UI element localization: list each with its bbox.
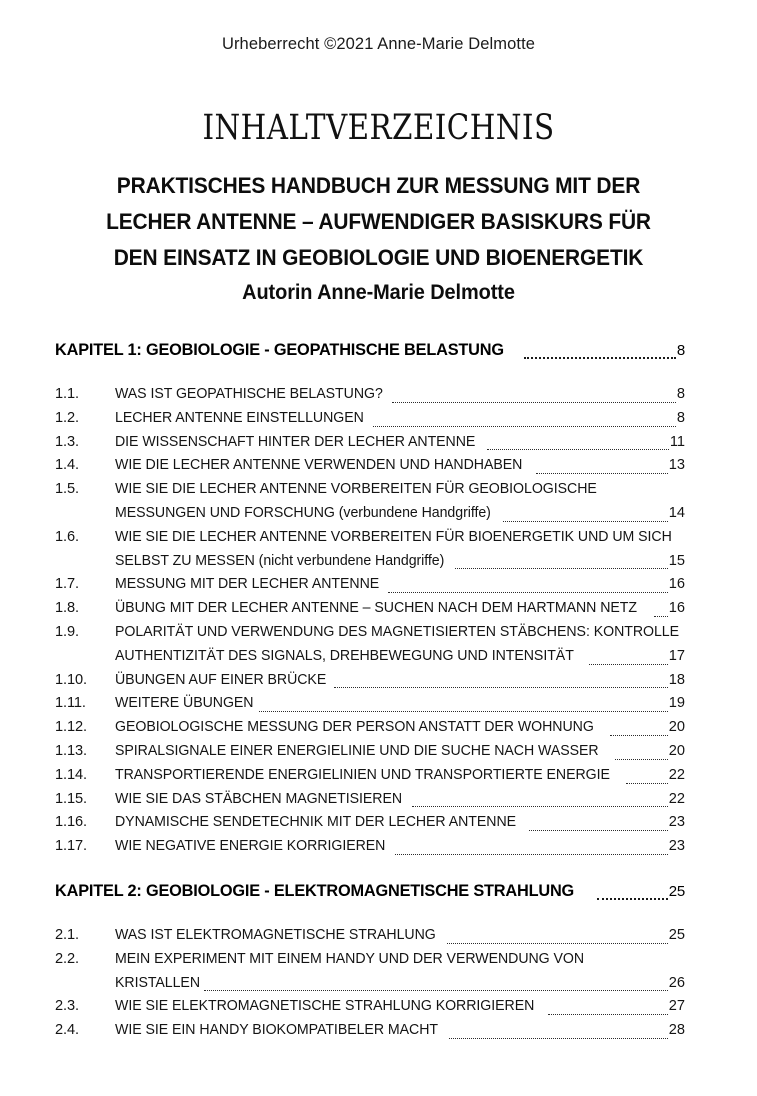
- dot-leader: [373, 416, 677, 431]
- toc-entry-number: 2.4.: [55, 1022, 79, 1039]
- toc-chapter-heading[interactable]: [55, 338, 685, 363]
- toc-entry-line: [115, 924, 685, 948]
- toc-entry-body: [115, 835, 685, 859]
- toc-entry-text: WEITERE ÜBUNGEN: [115, 695, 254, 712]
- toc-entry-body: [115, 1019, 685, 1043]
- toc-page-number: 19: [668, 695, 685, 712]
- toc-entry-line: [115, 811, 685, 835]
- toc-entry-body: [115, 478, 685, 526]
- toc-entry-number: 1.4.: [55, 457, 79, 474]
- toc-entry-number: 1.11.: [55, 695, 86, 712]
- toc-entry-line: [115, 692, 685, 716]
- toc-entry[interactable]: [55, 764, 685, 788]
- toc-entry-text: ÜBUNGEN AUF EINER BRÜCKE: [115, 671, 327, 688]
- toc-entry-text: SELBST ZU MESSEN (nicht verbundene Handgriffe): [115, 552, 445, 569]
- toc-entry-text: LECHER ANTENNE EINSTELLUNGEN: [115, 409, 364, 426]
- toc-entry-body: [115, 621, 685, 669]
- toc-chapter-title: KAPITEL 2: GEOBIOLOGIE - ELEKTROMAGNETISCHE STRAHLUNG: [55, 880, 575, 900]
- dot-leader: [503, 511, 668, 526]
- toc-entry-text: WIE SIE ELEKTROMAGNETISCHE STRAHLUNG KORRIGIEREN: [115, 998, 535, 1015]
- toc-entry-number: 1.6.: [55, 528, 79, 545]
- toc-page-number: 26: [668, 974, 685, 991]
- toc-entry[interactable]: [55, 478, 685, 526]
- toc-page-number: 20: [668, 742, 685, 759]
- toc-page-number: 18: [668, 671, 685, 688]
- toc-entry-line: [115, 454, 685, 478]
- toc-page-number: 17: [668, 647, 685, 664]
- toc-entry-number: 2.3.: [55, 998, 79, 1015]
- dot-leader: [412, 797, 668, 812]
- toc-page-number: 16: [668, 600, 685, 617]
- toc-entry-body: [115, 526, 685, 574]
- toc-entry-body: [115, 764, 685, 788]
- toc-entry[interactable]: [55, 995, 685, 1019]
- toc-entry-line: [115, 835, 685, 859]
- toc-entry-number: 1.16.: [55, 814, 87, 831]
- toc-entry-number: 1.15.: [55, 790, 87, 807]
- toc-entry-body: [115, 669, 685, 693]
- toc-entry[interactable]: [55, 692, 685, 716]
- toc-entry[interactable]: [55, 597, 685, 621]
- toc-entry-text: POLARITÄT UND VERWENDUNG DES MAGNETISIERTEN STÄBCHENS: KONTROLLE: [115, 623, 680, 640]
- toc-entry-text: WIE SIE DIE LECHER ANTENNE VORBEREITEN FÜR GEOBIOLOGISCHE: [115, 481, 597, 498]
- toc-entry[interactable]: [55, 1019, 685, 1043]
- toc-entry[interactable]: [55, 454, 685, 478]
- toc-entry-body: [115, 597, 685, 621]
- toc-page-number: 22: [668, 766, 685, 783]
- dot-leader: [536, 464, 668, 479]
- toc-entry-number: 1.9.: [55, 623, 79, 640]
- toc-entry-line: [115, 995, 685, 1019]
- toc-entry-line: [115, 764, 685, 788]
- toc-entry-line: [115, 502, 685, 526]
- toc-entry-number: 1.2.: [55, 409, 79, 426]
- toc-entry-number: 1.17.: [55, 838, 87, 855]
- toc-entry-number: 1.8.: [55, 600, 79, 617]
- toc-entry-number: 2.2.: [55, 950, 79, 967]
- toc-entry-body: [115, 454, 685, 478]
- toc-page-number: 11: [669, 433, 685, 450]
- toc-entry-number: 1.13.: [55, 742, 87, 759]
- toc-page-number: 23: [668, 838, 685, 855]
- toc-entry-text: ÜBUNG MIT DER LECHER ANTENNE – SUCHEN NACH DEM HARTMANN NETZ: [115, 600, 637, 617]
- copyright-header: Urheberrecht ©2021 Anne-Marie Delmotte: [221, 35, 536, 53]
- toc-page-number: 15: [668, 552, 685, 569]
- toc-entry-line: [115, 526, 685, 550]
- dot-leader: [615, 749, 669, 764]
- toc-entry[interactable]: [55, 621, 685, 669]
- toc-entry-body: [115, 948, 685, 996]
- toc-entry-body: [115, 995, 685, 1019]
- toc-page-number: 22: [668, 790, 685, 807]
- toc-page-number: 14: [668, 504, 685, 521]
- toc-entry-body: [115, 740, 685, 764]
- toc-page-number: 23: [668, 814, 685, 831]
- toc-entry-text: DYNAMISCHE SENDETECHNIK MIT DER LECHER ANTENNE: [115, 814, 517, 831]
- toc-entry-text: TRANSPORTIERENDE ENERGIELINIEN UND TRANSPORTIERTE ENERGIE: [115, 766, 610, 783]
- dot-leader: [597, 887, 669, 904]
- dot-leader: [204, 981, 669, 996]
- dot-leader: [589, 654, 668, 669]
- toc-page-number: 8: [676, 386, 685, 402]
- toc-entry[interactable]: [55, 716, 685, 740]
- dot-leader: [449, 1028, 668, 1043]
- toc-entry-text: KRISTALLEN: [115, 974, 201, 991]
- toc-entry-line: [115, 597, 685, 621]
- toc-entry-number: 1.10.: [55, 671, 87, 688]
- toc-entry-line: [115, 788, 685, 812]
- toc-entry[interactable]: [55, 526, 685, 574]
- toc-entry-number: 1.12.: [55, 719, 87, 736]
- toc-page-number: 20: [668, 719, 685, 736]
- toc-entry-body: [115, 573, 685, 597]
- toc-page-number: 8: [676, 342, 685, 359]
- toc-entry-number: 1.5.: [55, 481, 79, 498]
- table-of-contents: [55, 338, 685, 1043]
- dot-leader: [455, 559, 668, 574]
- toc-entry-text: WAS IST ELEKTROMAGNETISCHE STRAHLUNG: [115, 926, 436, 943]
- dot-leader: [487, 440, 669, 455]
- toc-entry[interactable]: [55, 740, 685, 764]
- toc-page-number: 8: [676, 409, 685, 426]
- toc-entry-line: [115, 383, 685, 407]
- toc-entry-line: [115, 621, 685, 645]
- toc-entry[interactable]: [55, 407, 685, 431]
- dot-leader: [392, 392, 676, 407]
- toc-entry-line: [115, 948, 685, 972]
- toc-entry[interactable]: [55, 573, 685, 597]
- dot-leader: [259, 702, 669, 717]
- dot-leader: [524, 346, 677, 363]
- toc-page-number: 25: [668, 882, 685, 900]
- toc-entry-line: [115, 669, 685, 693]
- toc-entry-body: [115, 383, 685, 407]
- toc-entry-line: [115, 478, 685, 502]
- toc-entry-body: [115, 716, 685, 740]
- dot-leader: [548, 1005, 668, 1020]
- toc-entry-line: [115, 407, 685, 431]
- dot-leader: [395, 844, 669, 859]
- toc-entry-text: MESSUNG MIT DER LECHER ANTENNE: [115, 576, 380, 593]
- document-subtitle: [28, 168, 729, 310]
- subtitle-line: PRAKTISCHES HANDBUCH ZUR MESSUNG MIT DER: [116, 173, 641, 198]
- page-title: INHALTVERZEICHNIS: [202, 108, 555, 148]
- toc-entry-text: DIE WISSENSCHAFT HINTER DER LECHER ANTENNE: [115, 433, 476, 450]
- dot-leader: [447, 933, 669, 948]
- toc-entry-text: WAS IST GEOPATHISCHE BELASTUNG?: [115, 386, 383, 402]
- toc-entry[interactable]: [55, 924, 685, 948]
- dot-leader: [388, 583, 668, 598]
- toc-entry[interactable]: [55, 431, 685, 455]
- toc-page-number: 28: [668, 1022, 685, 1039]
- toc-spacer: [55, 904, 685, 924]
- toc-entry-number: 1.7.: [55, 576, 79, 593]
- toc-entry-number: 2.1.: [55, 926, 79, 943]
- toc-page-number: 16: [668, 576, 685, 593]
- toc-entry-body: [115, 692, 685, 716]
- subtitle-line: DEN EINSATZ IN GEOBIOLOGIE UND BIOENERGETIK: [113, 245, 644, 270]
- toc-entry-line: [115, 550, 685, 574]
- toc-entry-line: [115, 431, 685, 455]
- toc-entry-body: [115, 407, 685, 431]
- toc-entry-line: [115, 972, 685, 996]
- toc-entry-number: 1.3.: [55, 433, 79, 450]
- dot-leader: [610, 725, 669, 740]
- toc-spacer: [55, 859, 685, 879]
- toc-entry-line: [115, 740, 685, 764]
- dot-leader: [334, 678, 669, 693]
- dot-leader: [626, 773, 668, 788]
- toc-entry-text: WIE DIE LECHER ANTENNE VERWENDEN UND HANDHABEN: [115, 457, 523, 474]
- toc-entry[interactable]: [55, 811, 685, 835]
- dot-leader: [654, 606, 668, 621]
- dot-leader: [529, 821, 668, 836]
- toc-entry-text: GEOBIOLOGISCHE MESSUNG DER PERSON ANSTATT DER WOHNUNG: [115, 719, 594, 736]
- toc-entry-line: [115, 645, 685, 669]
- toc-entry[interactable]: [55, 788, 685, 812]
- toc-entry-body: [115, 431, 685, 455]
- toc-entry-text: WIE SIE EIN HANDY BIOKOMPATIBELER MACHT: [115, 1022, 438, 1039]
- toc-chapter-heading[interactable]: [55, 879, 685, 904]
- toc-entry-body: [115, 788, 685, 812]
- toc-entry[interactable]: [55, 948, 685, 996]
- toc-entry[interactable]: [55, 835, 685, 859]
- toc-entry-line: [115, 573, 685, 597]
- toc-entry-text: MEIN EXPERIMENT MIT EINEM HANDY UND DER VERWENDUNG VON: [115, 950, 585, 967]
- toc-entry-line: [115, 716, 685, 740]
- toc-chapter-title: KAPITEL 1: GEOBIOLOGIE - GEOPATHISCHE BELASTUNG: [55, 340, 504, 359]
- toc-entry[interactable]: [55, 669, 685, 693]
- toc-entry-line: [115, 1019, 685, 1043]
- toc-entry-text: WIE SIE DIE LECHER ANTENNE VORBEREITEN FÜR BIOENERGETIK UND UM SICH: [115, 528, 672, 545]
- toc-page-number: 25: [668, 926, 685, 943]
- subtitle-line: LECHER ANTENNE – AUFWENDIGER BASISKURS FÜR: [106, 209, 651, 234]
- toc-entry-body: [115, 811, 685, 835]
- toc-page-number: 13: [668, 457, 685, 474]
- toc-entry-text: WIE NEGATIVE ENERGIE KORRIGIEREN: [115, 838, 386, 855]
- toc-entry-text: MESSUNGEN UND FORSCHUNG (verbundene Handgriffe): [115, 504, 491, 521]
- toc-entry-number: 1.1.: [55, 386, 79, 402]
- toc-page-number: 27: [668, 998, 685, 1015]
- toc-entry-body: [115, 924, 685, 948]
- toc-entry-text: WIE SIE DAS STÄBCHEN MAGNETISIEREN: [115, 790, 403, 807]
- toc-spacer: [55, 363, 685, 383]
- toc-entry-text: AUTHENTIZITÄT DES SIGNALS, DREHBEWEGUNG UND INTENSITÄT: [115, 647, 574, 664]
- toc-entry[interactable]: [55, 383, 685, 407]
- toc-entry-text: SPIRALSIGNALE EINER ENERGIELINIE UND DIE SUCHE NACH WASSER: [115, 742, 599, 759]
- author-line: Autorin Anne-Marie Delmotte: [242, 281, 515, 304]
- toc-entry-number: 1.14.: [55, 766, 87, 783]
